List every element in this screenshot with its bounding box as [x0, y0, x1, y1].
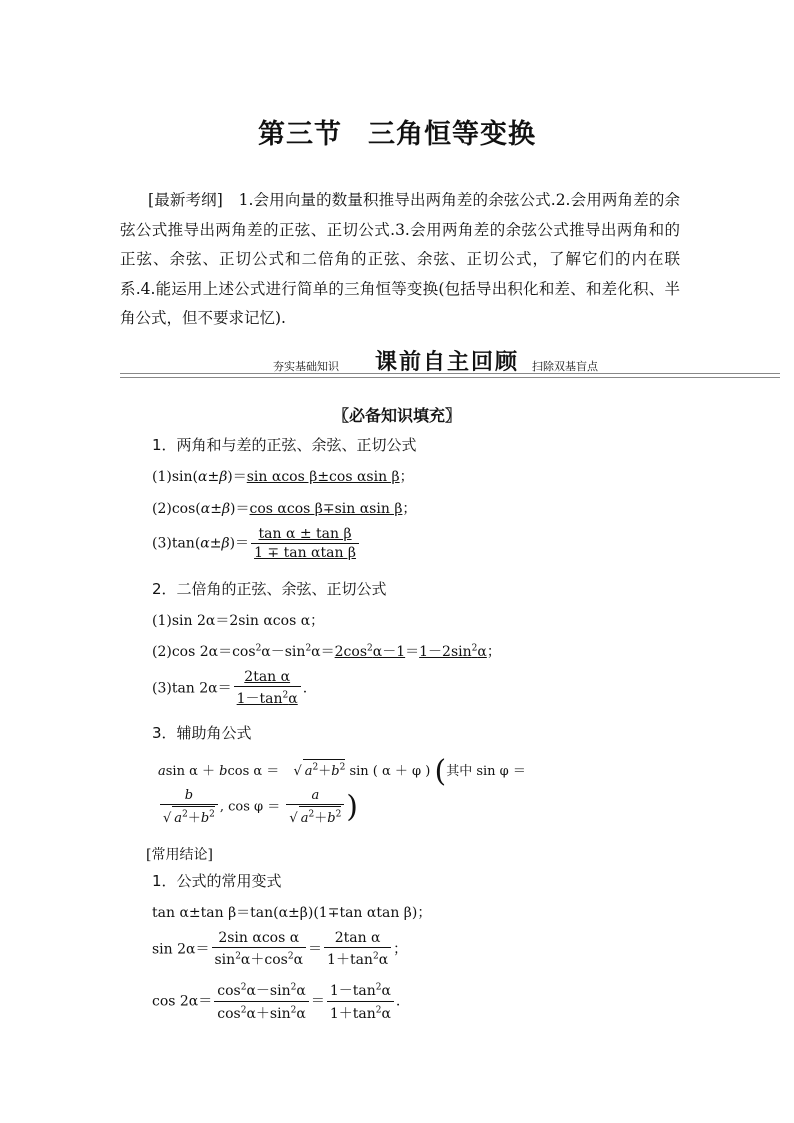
common-formula-sin2: sin 2α＝ $\frac{\text{2sin αcos α}}{\sin^2\alpha+\cos^2\alpha}$ ＝ $\frac{\text{2tan α}}{1+\tan^2\alpha}$ ； — [152, 930, 408, 968]
formula-tan-sum: (3)tan(α±β)＝ $\frac{\text{tan α ± tan β}}{\text{1 ∓ tan αtan β}}$ — [152, 526, 361, 561]
formula-sin-sum: (1)sin(α±β)＝sin αcos β±cos αsin β； — [152, 469, 414, 485]
common-formula-cos2: cos 2α＝ $\frac{\cos^2\alpha-\sin^2\alpha}{\cos^2\alpha+\sin^2\alpha}$ ＝ $\frac{1-\tan^2\alpha}{1+\tan^2\alpha}$ . — [152, 980, 400, 1023]
formula-tan-double: (3)tan 2α＝ $\frac{\text{2tan α}}{1-\tan^2\alpha}$ . — [152, 669, 308, 707]
formula-sin-double: (1)sin 2α＝2sin αcos α； — [152, 613, 325, 629]
aux-formula-line2: $\frac{b}{√ a^2+b^2}$ , cos φ ＝ $\frac{a}{√ a^2+b^2}$ ) — [158, 788, 358, 826]
section-heading: 〖必备知识填充〗 — [332, 406, 461, 425]
aux-formula-line1: asin α ＋ bcos α ＝ √ $a^2+b^2$ sin ( α ＋ φ ) (其中 sin φ ＝ — [158, 754, 526, 789]
banner-left: 夯实基础知识 — [273, 360, 339, 373]
page-title: 第三节 三角恒等变换 — [258, 119, 536, 150]
formula-cos-double: (2)cos $2\alpha=\cos^2\alpha-\sin^2\alpha=2\cos^2\alpha-1=1-2\sin^2\alpha$； — [152, 643, 501, 660]
banner-center: 课前自主回顾 — [375, 350, 520, 375]
common-conclusion-head: [常用结论] — [146, 847, 213, 863]
intro-paragraph: [最新考纲] 1.会用向量的数量积推导出两角差的余弦公式.2.会用两角差的余弦公式推导出两角差的正弦、正切公式.3.会用两角差的余弦公式推导出两角和的正弦、余弦、正切公式和二倍角的正弦、余弦、正切公式，了解它们的内在联系.4.能运用上述公式进行简单的三角恒等变换(包括导出积化和差、和差化积、半角公式，但不要求记忆). — [120, 191, 680, 328]
section-banner — [120, 342, 780, 382]
heading-3: 3．辅助角公式 — [152, 724, 252, 742]
banner-rule — [120, 373, 780, 378]
banner-right: 扫除双基盲点 — [532, 360, 598, 373]
heading-2: 2．二倍角的正弦、余弦、正切公式 — [152, 580, 387, 598]
formula-cos-sum: (2)cos(α±β)＝cos αcos β∓sin αsin β； — [152, 501, 417, 517]
common-formula-1: tan α±tan β＝tan(α±β)(1∓tan αtan β)； — [152, 905, 432, 921]
heading-1: 1．两角和与差的正弦、余弦、正切公式 — [152, 436, 417, 454]
common-heading-1: 1．公式的常用变式 — [152, 872, 282, 890]
